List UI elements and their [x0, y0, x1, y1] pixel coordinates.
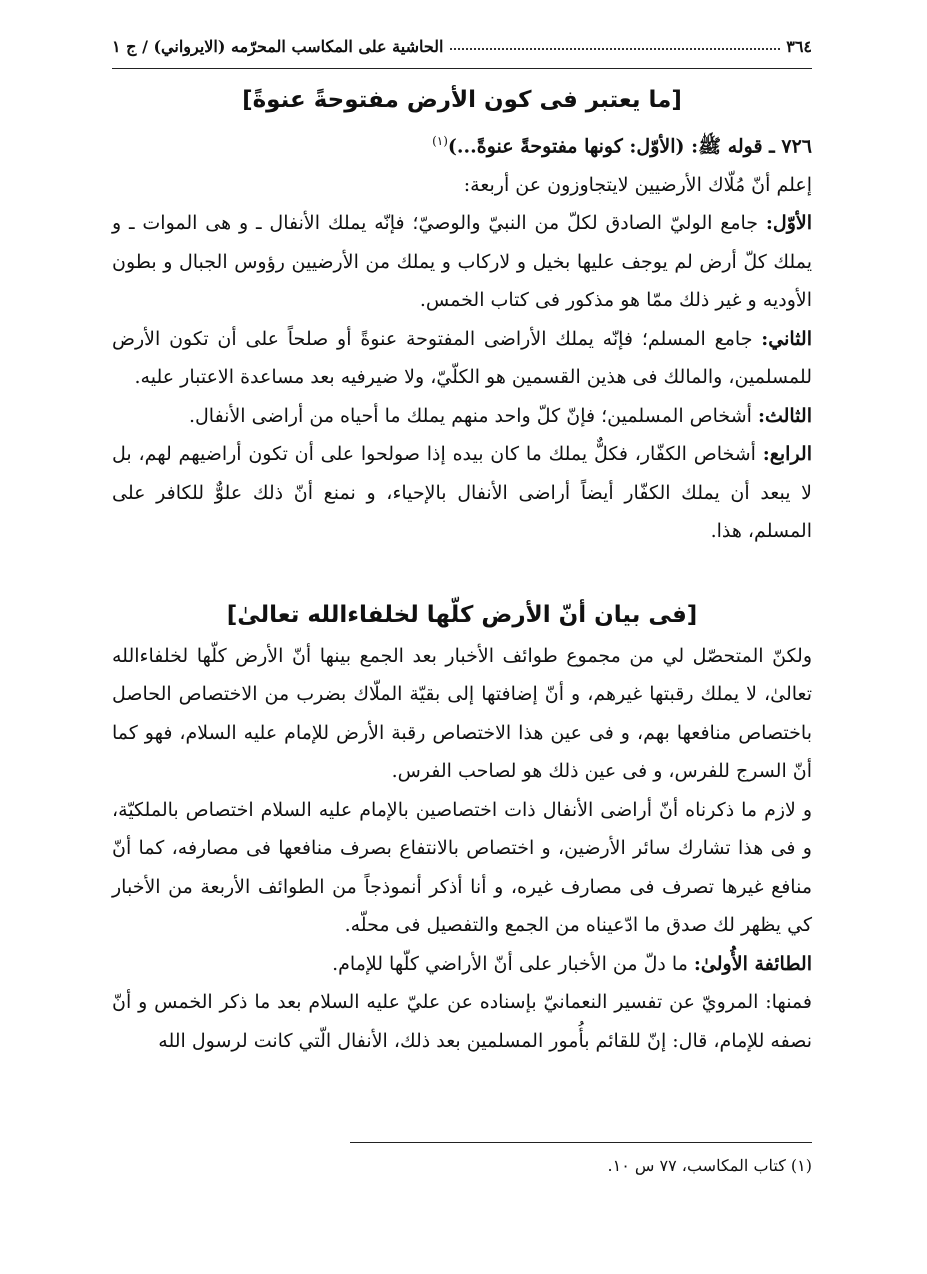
paragraph-text: جامع المسلم؛ فإنّه يملك الأراضى المفتوحة عنوةً أو صلحاً على أن تكون الأرض للمسلمين، والمالك فى هذين القسمين هو الكلّيّ، ولا ضيرفيه بعد مساعدة الاعتبار عليه. [112, 327, 812, 389]
paragraph-lead: الرابع: [762, 443, 812, 466]
footnote-marker: (١) [432, 134, 448, 148]
comment-number-label: ٧٢٦ ـ قوله ﷺ: (الأوّل: كونها مفتوحةً عنوةً...) [447, 135, 812, 158]
section-heading-2: [فى بيان أنّ الأرض كلّها لخلفاءالله تعالىٰ] [226, 601, 698, 628]
running-title: الحاشية على المكاسب المحرّمه (الايرواني) / ج ١ [112, 36, 444, 56]
footnote-rule [350, 1142, 812, 1143]
paragraph [112, 204, 812, 320]
paragraph-lead: الأوّل: [765, 212, 812, 235]
comment-intro-line [112, 122, 812, 166]
paragraph-text: أشخاص المسلمين؛ فإنّ كلّ واحد منهم يملك ما أحياه من أراضى الأنفال. [188, 404, 758, 427]
footnote: (١) كتاب المكاسب، ٧٧ س ١٠. [607, 1156, 812, 1175]
header-rule [112, 68, 812, 69]
paragraph-text: أشخاص الكفّار، فكلٌّ يملك ما كان بيده إذا صولحوا على أن تكون أراضيهم لهم، بل لا يبعد أن يملك الكفّار أيضاً أراضى الأنفال بالإحياء، و نمنع أنّ ذلك علوٌّ للكافر على المسلم، هذا. [112, 443, 812, 543]
paragraph-text: ولكنّ المتحصّل لي من مجموع طوائف الأخبار بعد الجمع بينها أنّ الأرض كلّها لخلفاءالله تعالىٰ، لا يملك رقبتها غيرهم، و أنّ إضافتها إلى بقيّة الملّاك بضرب من الاختصاص الحاصل باختصاص منافعها بهم، و فى عين هذا الاختصاص رقبة الأرض للإمام عليه السلام، فهو كما أنّ السرج للفرس، و فى عين ذلك هو لصاحب الفرس. [112, 644, 812, 783]
page-header [112, 34, 812, 58]
paragraph [112, 791, 812, 945]
paragraph-text: ما دلّ من الأخبار على أنّ الأراضي كلّها للإمام. [332, 952, 694, 975]
paragraph [112, 945, 812, 984]
page-number: ٣٦٤ [786, 36, 812, 56]
page-body [112, 78, 812, 1060]
header-dot-leader [450, 38, 781, 50]
paragraph [112, 166, 812, 205]
section-heading-1: [ما يعتبر فى كون الأرض مفتوحةً عنوةً] [242, 87, 682, 113]
paragraph-text: فمنها: المرويّ عن تفسير النعمانيّ بإسناده عن عليّ عليه السلام بعد ما ذكر الخمس و أنّ نصفه للإمام، قال: إنّ للقائم بأُمور المسلمين بعد ذلك، الأنفال الّتي كانت لرسول الله [112, 991, 812, 1052]
paragraph-lead: الثالث: [757, 404, 812, 427]
paragraph-lead: الطائفة الأُولىٰ: [693, 952, 812, 975]
paragraph [112, 983, 812, 1060]
paragraph [112, 637, 812, 791]
paragraph-text: جامع الوليّ الصادق لكلّ من النبيّ والوصيّ؛ فإنّه يملك الأنفال ـ و هى الموات ـ و يملك كلّ أرض لم يوجف عليها بخيل و لاركاب و يملك من الأرضيين رؤوس الجبال و بطون الأوديه و غير ذلك ممّا هو مذكور فى كتاب الخمس. [112, 212, 812, 312]
paragraph-text: و لازم ما ذكرناه أنّ أراضى الأنفال ذات اختصاصين بالإمام عليه السلام اختصاص بالملكيّة، و فى هذا تشارك سائر الأرضين، و اختصاص بالانتفاع بصرف منافعها فى مصارفه، كما أنّ منافع غيرها تصرف فى مصارف غيره، و أنا أذكر أنموذجاً من الطوائف الأربعة من الأخبار كي يظهر لك صدق ما ادّعيناه من الجمع والتفصيل فى محلّه. [112, 798, 812, 937]
paragraph [112, 435, 812, 551]
paragraph [112, 320, 812, 397]
paragraph-text: إعلم أنّ مُلّاك الأرضيين لايتجاوزون عن أربعة: [463, 173, 812, 196]
paragraph [112, 397, 812, 436]
paragraph-lead: الثاني: [761, 327, 812, 350]
